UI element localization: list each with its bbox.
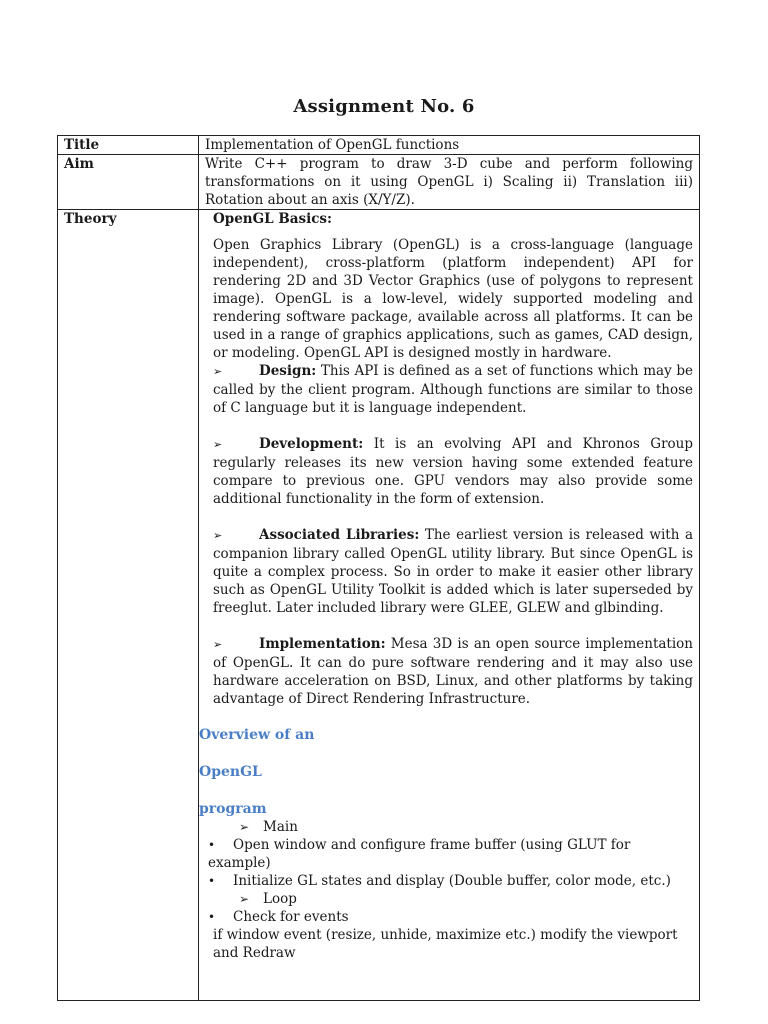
bullet-text: It is an evolving API and Khronos Group regularly releases its new version having some extended feature compare to previous one. GPU vendors may also provide some additional functionality in the form of extension.: [213, 436, 693, 507]
bullet-term: Design:: [259, 363, 317, 379]
bullet-text: Mesa 3D is an open source implementation of OpenGL. It can do pure software rendering and it may also use hardware acceleration on BSD, Linux, and other platforms by taking advantage of Direct Rendering Infrastructure.: [213, 636, 693, 707]
outline-init-gl-text: Initialize GL states and display (Double buffer, color mode, etc.): [233, 873, 671, 889]
aim-value: Write C++ program to draw 3-D cube and perform following transformations on it using OpenGL i) Scaling ii) Translation iii) Rotation about an axis (X/Y/Z).: [199, 155, 700, 210]
outline-window-event: if window event (resize, unhide, maximize etc.) modify the viewport: [213, 927, 678, 943]
outline-open-window-text: Open window and configure frame buffer (using GLUT for example): [208, 837, 631, 871]
overview-heading-line-3: program: [199, 801, 267, 817]
table-row-theory: [58, 210, 700, 1001]
outline-loop: [205, 890, 693, 908]
title-value: Implementation of OpenGL functions: [199, 136, 700, 155]
title-label: Title: [58, 136, 199, 155]
assignment-table: [57, 135, 700, 1001]
aim-label: Aim: [58, 155, 199, 210]
theory-label: Theory: [58, 210, 199, 1001]
outline-main-text: Main: [263, 819, 298, 835]
arrow-bullet-icon: ➢: [239, 820, 250, 834]
arrow-bullet-icon: ➢: [213, 365, 223, 378]
bullet-term: Implementation:: [259, 636, 386, 652]
bullet-associated-libraries: [213, 526, 693, 617]
assignment-heading: Assignment No. 6: [293, 96, 475, 117]
arrow-bullet-icon: ➢: [213, 638, 223, 651]
theory-content: [199, 210, 700, 1001]
table-row-aim: [58, 155, 700, 210]
outline-redraw: and Redraw: [213, 945, 296, 961]
table-row-title: [58, 136, 700, 155]
overview-heading-line-1: Overview of an: [199, 727, 315, 743]
bullet-text: The earliest version is released with a companion library called OpenGL utility library. But since OpenGL is quite a complex process. So in order to make it easier other library such as OpenGL Utility Toolkit is added which is later superseded by freeglut. Later included library were GLEE, GLEW and glbinding.: [213, 527, 694, 616]
bullet-text: This API is defined as a set of functions which may be called by the client program. Although functions are similar to those of C language but it is language independent.: [213, 363, 693, 416]
dot-bullet-icon: •: [208, 910, 216, 924]
outline-main: [205, 818, 693, 836]
outline-init-gl: [205, 872, 693, 890]
bullet-implementation: [213, 635, 693, 708]
bullet-term: Development:: [259, 436, 364, 452]
outline-check-events: [205, 908, 693, 926]
overview-heading-line-2: OpenGL: [199, 764, 262, 780]
outline-open-window: [205, 836, 693, 872]
bullet-term: Associated Libraries:: [259, 527, 420, 543]
bullet-development: [213, 435, 693, 508]
theory-intro: Open Graphics Library (OpenGL) is a cross-language (language independent), cross-platform (platform independent) API for rendering 2D and 3D Vector Graphics (use of polygons to represent image). OpenGL is a low-level, widely supported modeling and rendering software package, available across all platforms. It can be used in a range of graphics applications, such as games, CAD design, or modeling. OpenGL API is designed mostly in hardware.: [213, 237, 693, 361]
theory-subheading: OpenGL Basics:: [213, 211, 333, 227]
dot-bullet-icon: •: [208, 838, 216, 852]
bullet-design: [213, 362, 693, 417]
dot-bullet-icon: •: [208, 874, 216, 888]
arrow-bullet-icon: ➢: [213, 438, 223, 451]
outline-check-events-text: Check for events: [233, 909, 349, 925]
outline-loop-text: Loop: [263, 891, 297, 907]
arrow-bullet-icon: ➢: [213, 529, 223, 542]
arrow-bullet-icon: ➢: [239, 892, 250, 906]
